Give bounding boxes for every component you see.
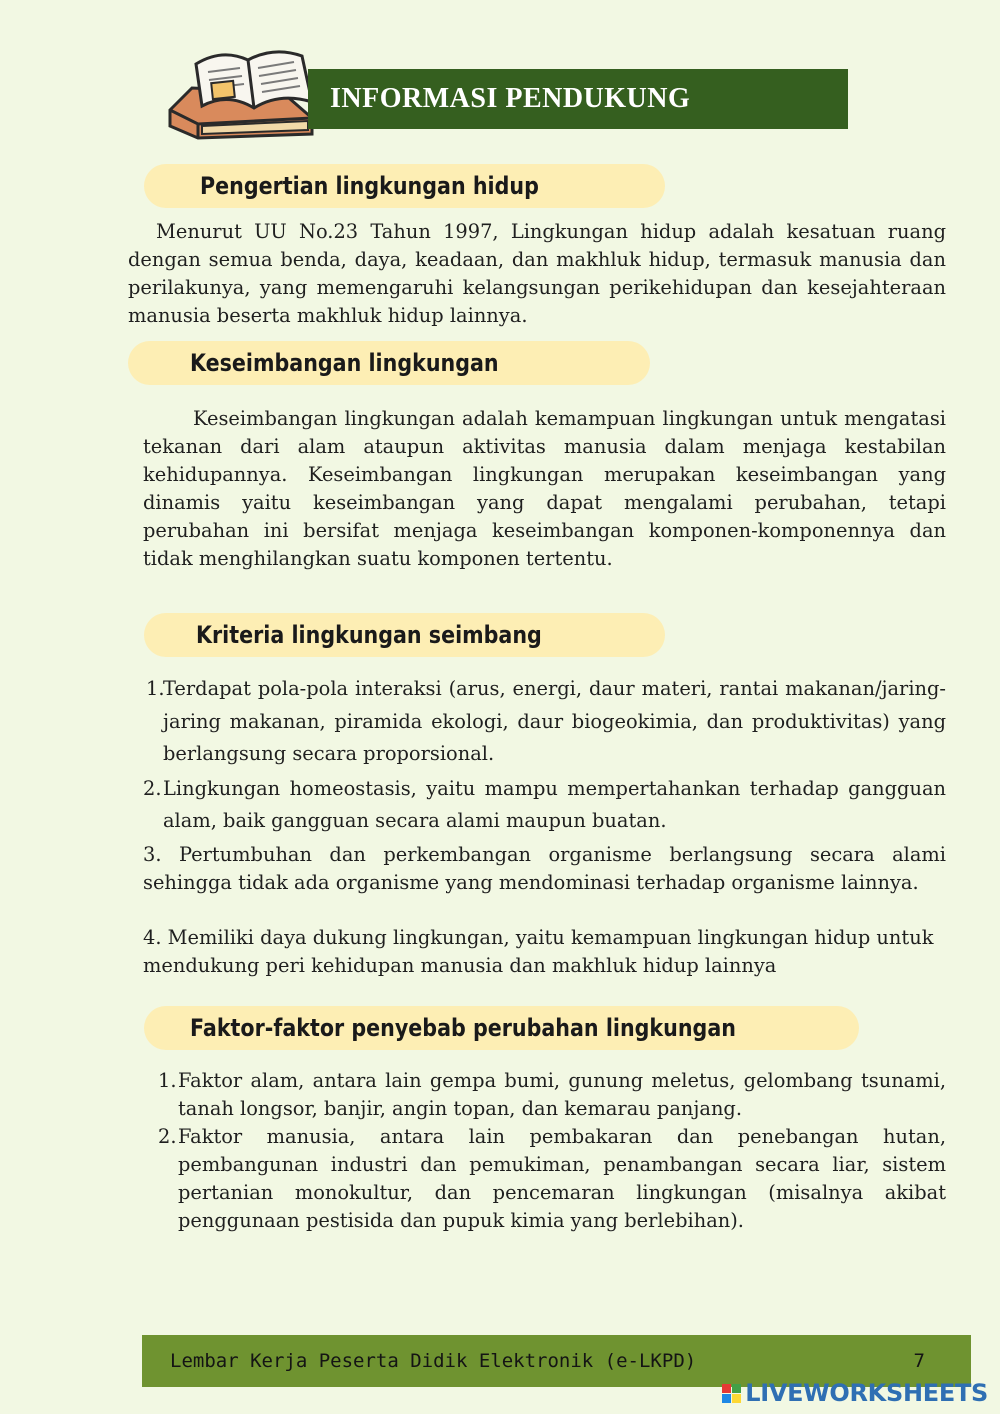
list-item — [158, 1123, 946, 1235]
footer-label: Lembar Kerja Peserta Didik Elektronik (e-LKPD) — [170, 1350, 697, 1372]
liveworksheets-watermark[interactable] — [722, 1378, 988, 1408]
paragraph-keseimbangan: Keseimbangan lingkungan adalah kemampuan lingkungan untuk mengatasi tekanan dari alam ataupun aktivitas manusia dalam menjaga kestabilan kehidupannya. Keseimbangan lingkungan merupakan keseimbangan yang dinamis yaitu keseimbangan yang dapat mengalami perubahan, tetapi perubahan ini bersifat menjaga keseimbangan komponen-komponennya dan tidak menghilangkan suatu komponen tertentu. — [143, 407, 946, 570]
kriteria-list — [143, 673, 946, 838]
list-item-number: 1. — [146, 677, 165, 700]
section-heading-faktor: Faktor-faktor penyebab perubahan lingkungan — [144, 1006, 859, 1050]
list-item-text: Faktor manusia, antara lain pembakaran dan penebangan hutan, pembangunan industri dan pemukiman, penambangan secara liar, sistem pertanian monokultur, dan pencemaran lingkungan (misalnya akibat penggunaan pestisida dan pupuk kimia yang berlebihan). — [178, 1125, 946, 1232]
section-heading-keseimbangan: Keseimbangan lingkungan — [128, 341, 650, 385]
kriteria-item-3: 3. Pertumbuhan dan perkembangan organisme berlangsung secara alami sehingga tidak ada organisme yang mendominasi terhadap organisme lainnya. — [143, 843, 946, 894]
header-title-bar — [308, 69, 848, 129]
section-heading-pengertian: Pengertian lingkungan hidup — [144, 164, 665, 208]
list-item-number: 1. — [158, 1069, 177, 1092]
page-number: 7 — [913, 1350, 925, 1372]
watermark-text: LIVEWORKSHEETS — [745, 1379, 988, 1407]
list-item-text: Faktor alam, antara lain gempa bumi, gunung meletus, gelombang tsunami, tanah longsor, banjir, angin topan, dan kemarau panjang. — [178, 1069, 946, 1120]
paragraph-pengertian: Menurut UU No.23 Tahun 1997, Lingkungan hidup adalah kesatuan ruang dengan semua benda, daya, keadaan, dan makhluk hidup, termasuk manusia dan perilakunya, yang memengaruhi kelangsungan perikehidupan dan kesejahteraan manusia beserta makhluk hidup lainnya. — [128, 220, 946, 327]
list-item — [158, 1067, 946, 1123]
list-item — [143, 673, 946, 771]
list-item-text: Terdapat pola-pola interaksi (arus, energi, daur materi, rantai makanan/jaring-jaring makanan, piramida ekologi, daur biogeokimia, dan produktivitas) yang berlangsung secara proporsional. — [163, 677, 946, 765]
header-title: INFORMASI PENDUKUNG — [330, 83, 691, 114]
list-item-number: 2. — [158, 1125, 177, 1148]
list-item-text: Lingkungan homeostasis, yaitu mampu mempertahankan terhadap gangguan alam, baik gangguan secara alami maupun buatan. — [163, 776, 946, 832]
kriteria-item-4: 4. Memiliki daya dukung lingkungan, yaitu kemampuan lingkungan hidup untuk mendukung peri kehidupan manusia dan makhluk hidup lainnya — [143, 926, 934, 977]
liveworksheets-logo-icon — [722, 1384, 741, 1403]
section-heading-kriteria: Kriteria lingkungan seimbang — [144, 613, 665, 657]
list-item — [143, 773, 946, 838]
book-icon — [162, 26, 327, 144]
list-item-number: 2. — [143, 776, 162, 800]
faktor-list — [158, 1067, 946, 1235]
